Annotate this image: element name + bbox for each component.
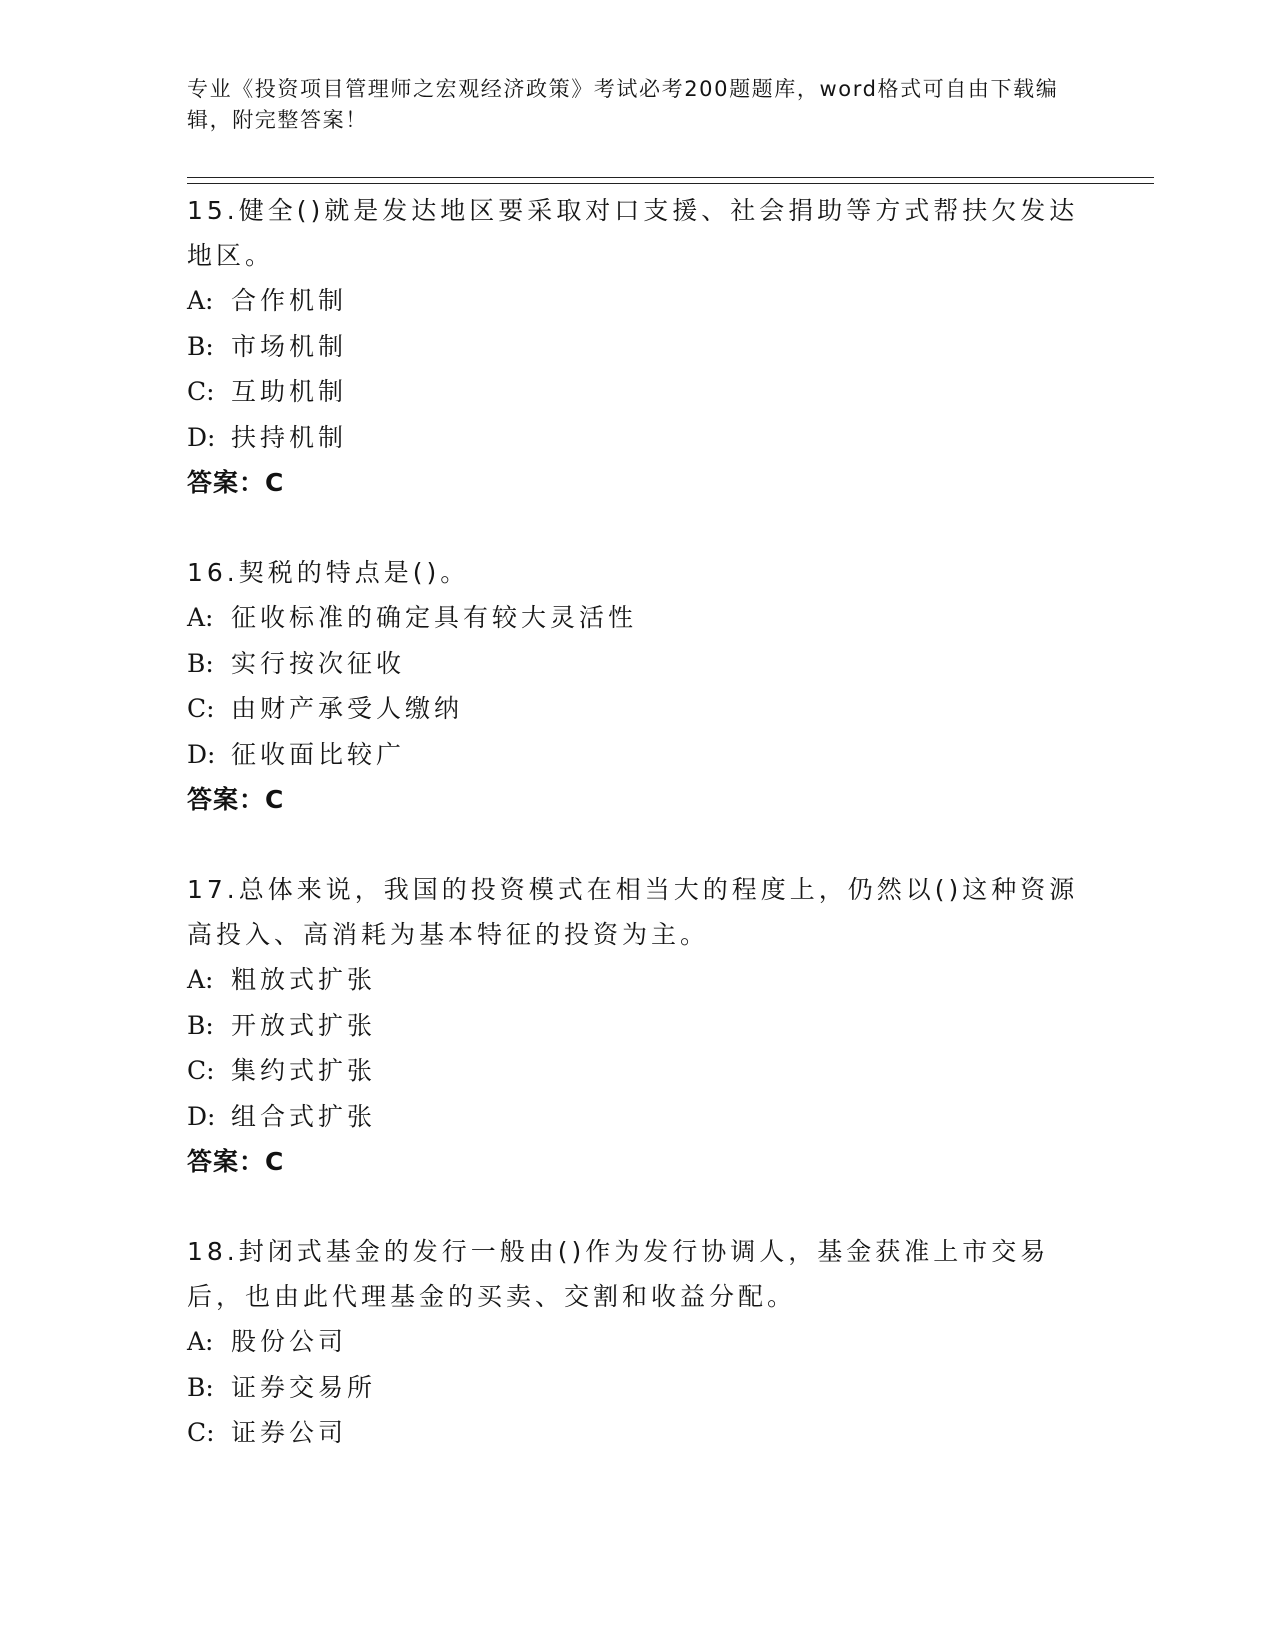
option-key: B:	[187, 331, 214, 361]
option-key: A:	[187, 286, 214, 315]
question-stem: 18.封闭式基金的发行一般由()作为发行协调人，基金获准上市交易后，也由此代理基金的买卖、交割和收益分配。	[187, 1237, 1050, 1311]
option-b	[187, 641, 1087, 687]
option-text: 粗放式扩张	[231, 965, 377, 994]
option-text: 市场机制	[231, 331, 348, 361]
option-key: C:	[187, 1056, 215, 1085]
option-key: C:	[187, 377, 215, 406]
option-key: D:	[187, 422, 216, 452]
option-key: B:	[187, 1010, 214, 1040]
option-key: B:	[187, 1372, 214, 1402]
option-text: 征收标准的确定具有较大灵活性	[231, 603, 638, 632]
option-key: B:	[187, 648, 214, 678]
option-c	[187, 1048, 1087, 1094]
option-d	[187, 732, 1087, 778]
option-b	[187, 1003, 1087, 1049]
option-a	[187, 595, 1087, 641]
option-text: 证券公司	[231, 1418, 348, 1447]
option-text: 集约式扩张	[231, 1056, 377, 1085]
option-a	[187, 957, 1087, 1003]
question-16	[187, 550, 1087, 822]
question-stem: 17.总体来说，我国的投资模式在相当大的程度上，仍然以()这种资源高投入、高消耗为基本特征的投资为主。	[187, 875, 1079, 949]
option-a	[187, 1319, 1087, 1365]
option-key: A:	[187, 965, 214, 994]
option-key: A:	[187, 603, 214, 632]
answer-line: 答案：C	[187, 785, 285, 814]
option-key: D:	[187, 1101, 216, 1131]
option-b	[187, 1365, 1087, 1411]
option-b	[187, 324, 1087, 370]
option-text: 扶持机制	[231, 422, 348, 452]
option-text: 开放式扩张	[231, 1010, 377, 1040]
option-text: 组合式扩张	[231, 1101, 377, 1131]
option-key: D:	[187, 739, 216, 769]
header-divider-bottom	[187, 183, 1154, 184]
header-divider-top	[187, 177, 1154, 178]
option-key: C:	[187, 694, 215, 723]
question-stem: 16.契税的特点是()。	[187, 558, 470, 587]
option-key: C:	[187, 1418, 215, 1447]
option-text: 合作机制	[231, 286, 348, 315]
answer-line: 答案：C	[187, 1147, 285, 1176]
question-list	[187, 188, 1087, 1501]
document-header: 专业《投资项目管理师之宏观经济政策》考试必考200题题库，word格式可自由下载编辑，附完整答案！	[187, 77, 1059, 132]
question-15	[187, 188, 1087, 505]
option-d	[187, 1094, 1087, 1140]
option-text: 证券交易所	[231, 1372, 377, 1402]
question-18	[187, 1229, 1087, 1456]
option-d	[187, 415, 1087, 461]
option-text: 股份公司	[231, 1327, 348, 1356]
option-c	[187, 686, 1087, 732]
option-text: 实行按次征收	[231, 648, 406, 678]
option-key: A:	[187, 1327, 214, 1356]
option-text: 由财产承受人缴纳	[231, 694, 464, 723]
option-text: 互助机制	[231, 377, 348, 406]
option-text: 征收面比较广	[231, 739, 406, 769]
option-c	[187, 1410, 1087, 1456]
option-a	[187, 278, 1087, 324]
question-17	[187, 867, 1087, 1184]
answer-line: 答案：C	[187, 468, 285, 497]
option-c	[187, 369, 1087, 415]
question-stem: 15.健全()就是发达地区要采取对口支援、社会捐助等方式帮扶欠发达地区。	[187, 196, 1079, 270]
